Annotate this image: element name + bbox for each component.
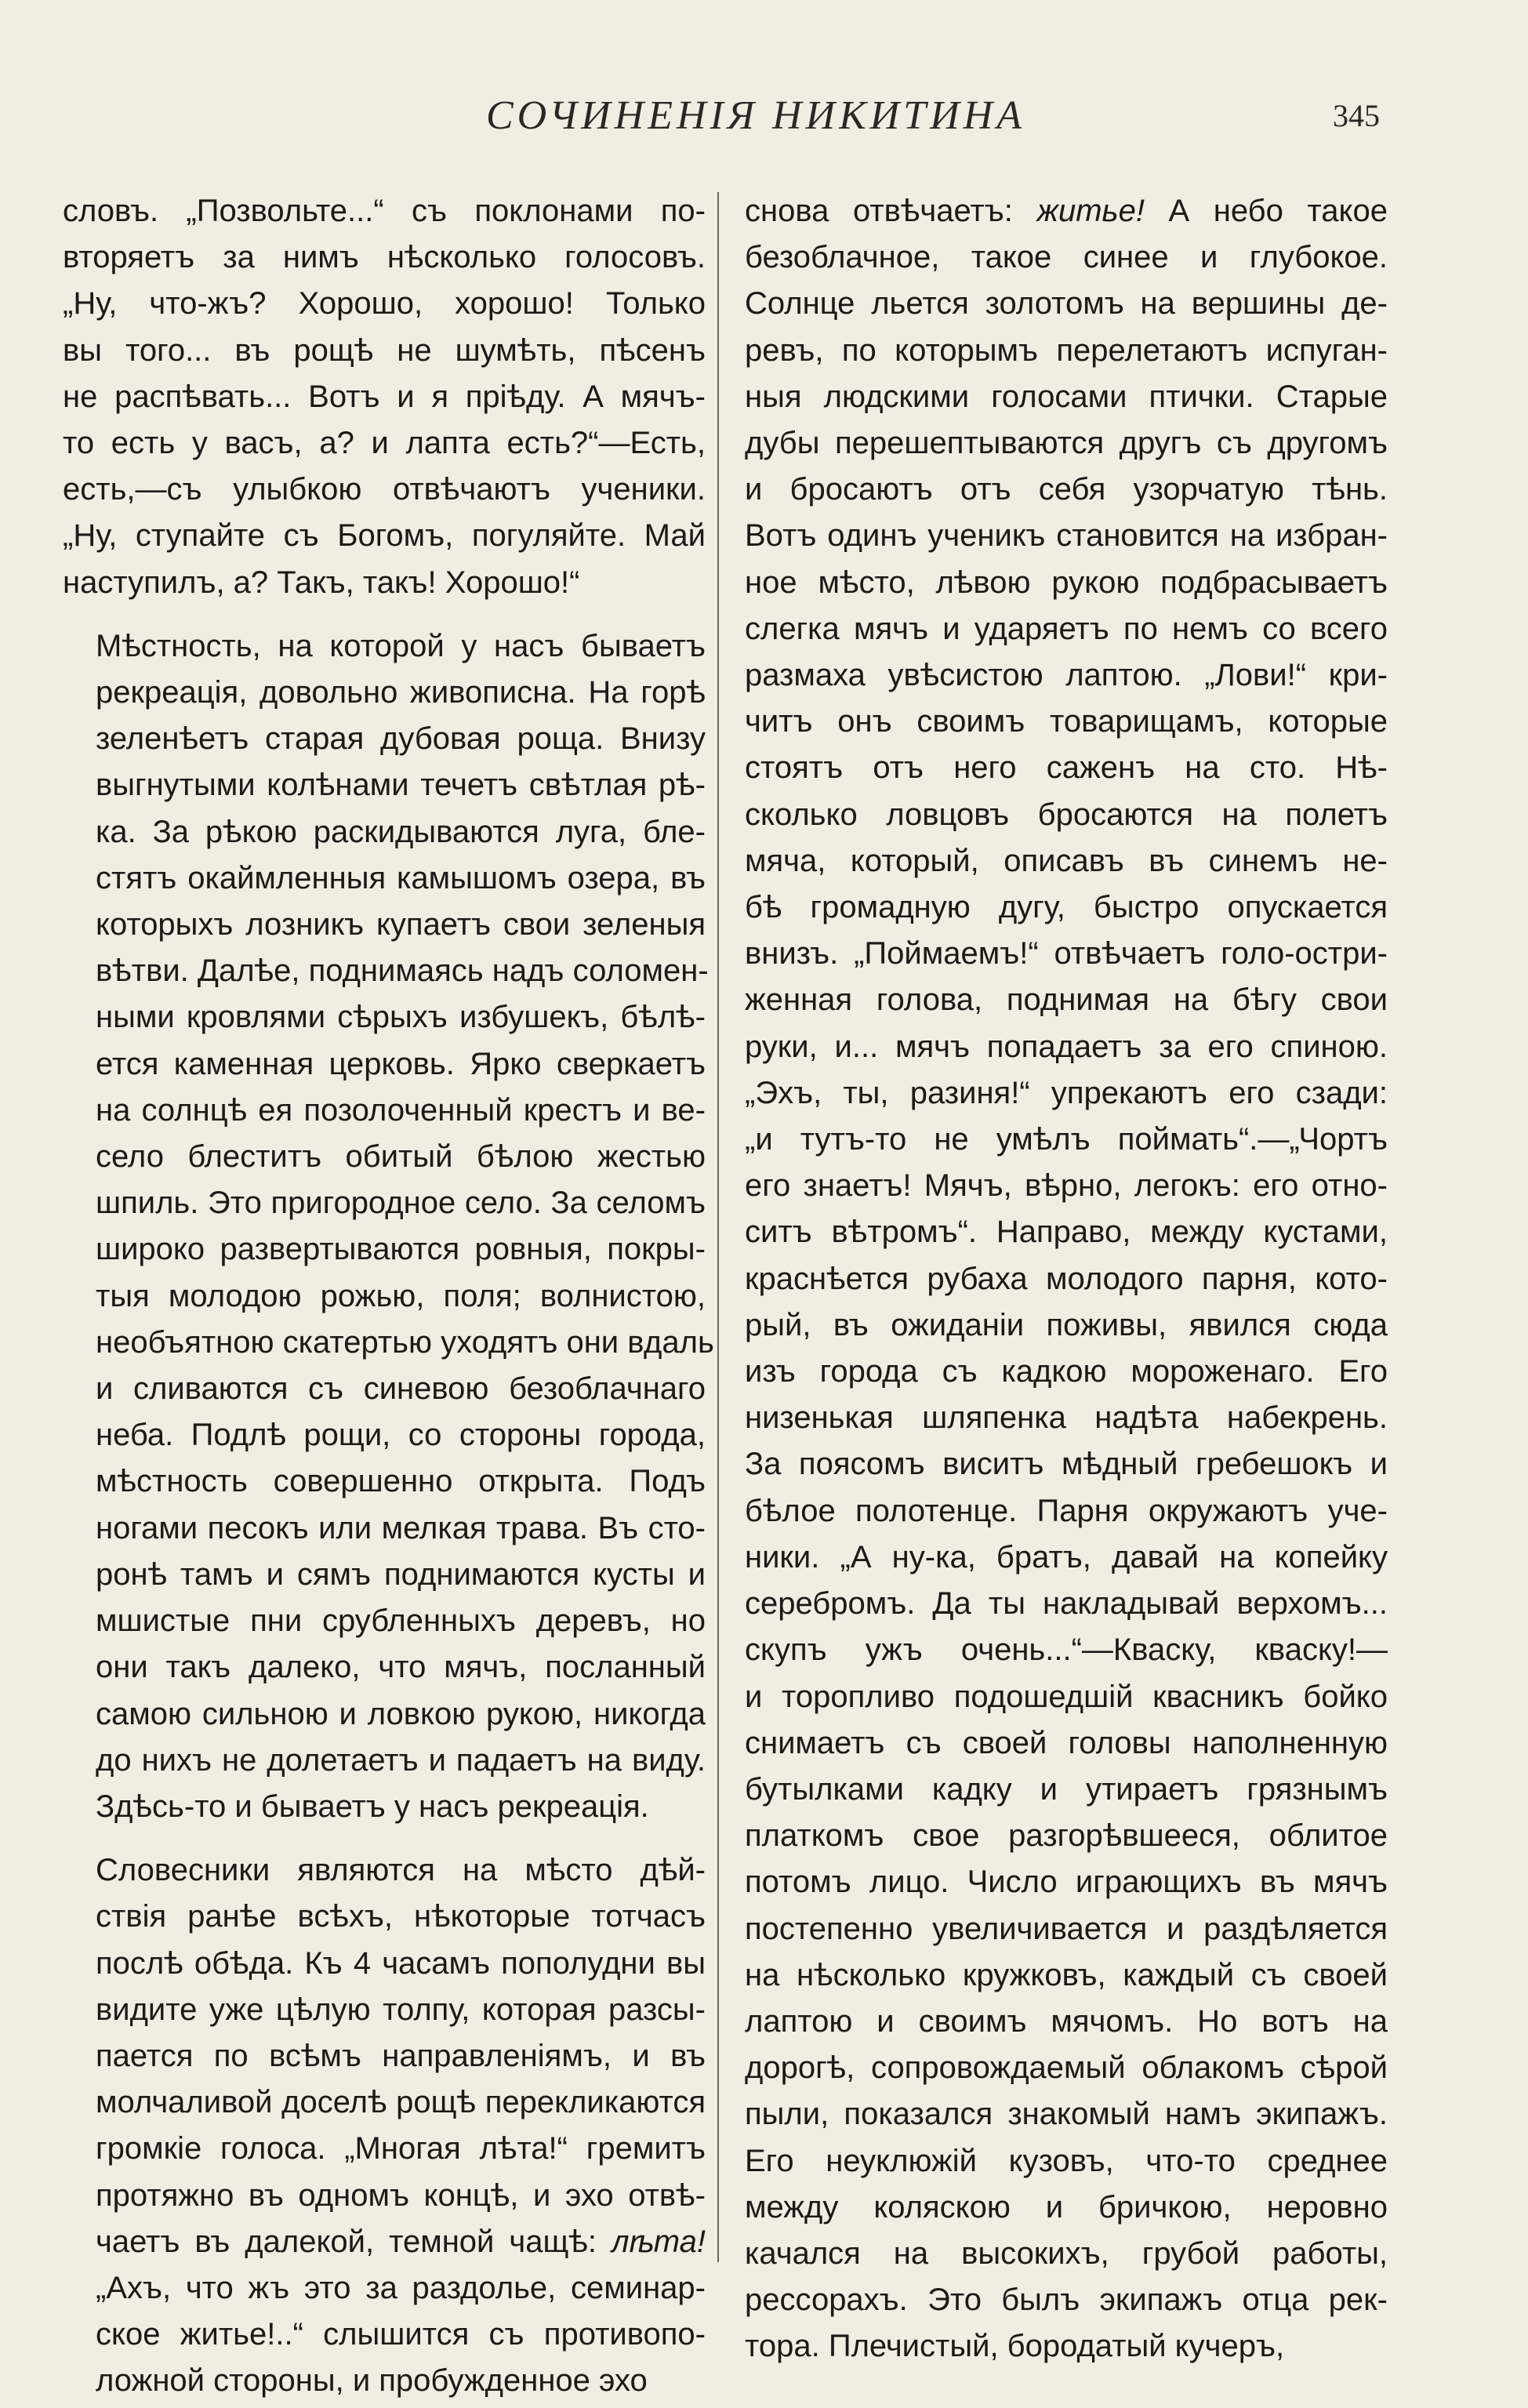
text-line: самою сильною и ловкою рукою, никогда [96, 1696, 706, 1731]
text-line: ка. За рѣкою раскидываются луга, бле- [96, 814, 706, 849]
text-line: потомъ лицо. Число играющихъ въ мячъ [745, 1865, 1388, 1900]
text-line: наступилъ, а? Такъ, такъ! Хорошо!“ [63, 565, 580, 600]
text-line: неба. Подлѣ рощи, со стороны города, [96, 1418, 706, 1453]
text-line: широко развертываются ровныя, покры- [96, 1232, 706, 1267]
text-line: „Эхъ, ты, разиня!“ упрекаютъ его сзади: [745, 1075, 1388, 1110]
text-line: тора. Плечистый, бородатый кучеръ, [745, 2329, 1285, 2364]
text-line: скупъ ужъ очень...“—Кваску, кваску!— [745, 1633, 1388, 1668]
text-line: „Ну, что-жъ? Хорошо, хорошо! Только [63, 286, 706, 321]
text-line: и торопливо подошедшій квасникъ бойко [745, 1679, 1388, 1714]
text-line: пыли, показался знакомый намъ экипажъ. [745, 2097, 1388, 2132]
text-line: читъ онъ своимъ товарищамъ, которые [745, 704, 1388, 739]
text-line: Словесники являются на мѣсто дѣй- [96, 1853, 706, 1888]
text-line: видите уже цѣлую толпу, которая разсы- [96, 1992, 706, 2027]
text-line: стятъ окаймленныя камышомъ озера, въ [96, 860, 706, 895]
text-line: ники. „А ну-ка, братъ, давай на копейку [745, 1539, 1388, 1574]
text-line: стоятъ отъ него саженъ на сто. Нѣ- [745, 750, 1388, 786]
text-line: краснѣется рубаха молодого парня, кото- [745, 1261, 1388, 1296]
text-line: ронѣ тамъ и сямъ поднимаются кусты и [96, 1556, 706, 1592]
text-line: тыя молодою рожью, поля; волнистою, [96, 1278, 706, 1313]
text-line: необъятною скатертью уходятъ они вдаль [96, 1324, 714, 1360]
text-line: размаха увѣсистою лаптою. „Лови!“ кри- [745, 658, 1388, 693]
text-line: Вотъ одинъ ученикъ становится на избран- [745, 518, 1388, 554]
running-title: СОЧИНЕНІЯ НИКИТИНА [486, 93, 1025, 138]
text-line: „и тутъ-то не умѣлъ поймать“.—„Чортъ [745, 1122, 1388, 1157]
page-number: 345 [1333, 98, 1380, 133]
text-line: вы того... въ рощѣ не шумѣть, пѣсенъ [63, 332, 706, 368]
text-line: рекреація, довольно живописна. На горѣ [96, 675, 706, 710]
running-head [0, 93, 1528, 147]
text-line: они такъ далеко, что мячъ, посланный [96, 1650, 706, 1685]
paragraph [63, 1847, 706, 2404]
text-line: дорогѣ, сопровождаемый облакомъ сѣрой [745, 2050, 1388, 2086]
text-line: низенькая шляпенка надѣта набекрень. [745, 1400, 1388, 1436]
text-line: качался на высокихъ, грубой работы, [745, 2235, 1388, 2271]
text-line: рый, въ ожиданіи поживы, явился сюда [745, 1307, 1388, 1342]
text-line: снова отвѣчаетъ: житье! А небо такое [745, 194, 1388, 228]
text-line: и сливаются съ синевою безоблачнаго [96, 1371, 706, 1407]
text-line: ногами песокъ или мелкая трава. Въ сто- [96, 1510, 706, 1545]
text-line: мяча, который, описавъ въ синемъ не- [745, 843, 1388, 878]
text-line: бѣ громадную дугу, быстро опускается [745, 890, 1388, 925]
text-line: есть,—съ улыбкою отвѣчаютъ ученики. [63, 472, 706, 507]
text-line: ситъ вѣтромъ“. Направо, между кустами, [745, 1215, 1388, 1250]
paragraph [63, 623, 714, 1830]
text-line: Здѣсь-то и бываетъ у насъ рекреація. [96, 1789, 649, 1824]
text-line: между коляскою и бричкою, неровно [745, 2189, 1388, 2225]
text-line: ныя людскими голосами птички. Старые [745, 379, 1388, 414]
text-line: Мѣстность, на которой у насъ бываетъ [96, 628, 706, 663]
text-line: вѣтви. Далѣе, поднимаясь надъ соломен- [96, 953, 709, 989]
text-line: послѣ обѣда. Къ 4 часамъ пополудни вы [96, 1945, 706, 1981]
text-line: ское житье!..“ слышится съ противопо- [96, 2317, 706, 2352]
text-line: ревъ, по которымъ перелетаютъ испуган- [745, 332, 1388, 368]
text-line: „Ну, ступайте съ Богомъ, погуляйте. Май [63, 518, 706, 554]
text-line: молчаливой доселѣ рощѣ перекликаются [96, 2085, 706, 2120]
text-line: сколько ловцовъ бросаются на полетъ [745, 797, 1388, 832]
text-line: лаптою и своимъ мячомъ. Но вотъ на [745, 2003, 1388, 2039]
text-line: село блеститъ обитый бѣлою жестью [96, 1139, 706, 1175]
text-line: Его неуклюжій кузовъ, что-то среднее [745, 2143, 1388, 2178]
paragraph [63, 188, 706, 606]
italic-word: лѣта! [612, 2224, 706, 2259]
text-line: ными кровлями сѣрыхъ избушекъ, бѣлѣ- [96, 1000, 706, 1035]
text-line: шпиль. Это пригородное село. За селомъ [96, 1186, 706, 1221]
text-line: руки, и... мячъ попадаетъ за его спиною. [745, 1029, 1388, 1064]
column-divider [717, 192, 719, 2262]
text-line: до нихъ не долетаетъ и падаетъ на виду. [96, 1742, 706, 1778]
text-line: пается по всѣмъ направленіямъ, и въ [96, 2038, 706, 2073]
right-column [745, 188, 1388, 2370]
left-column [63, 188, 714, 2405]
text-line: постепенно увеличивается и раздѣляется [745, 1911, 1388, 1946]
text-line: внизъ. „Поймаемъ!“ отвѣчаетъ голо-остри- [745, 936, 1388, 972]
text-line: зеленѣетъ старая дубовая роща. Внизу [96, 721, 706, 757]
text-line: ное мѣсто, лѣвою рукою подбрасываетъ [745, 565, 1388, 600]
text-line: на нѣсколько кружковъ, каждый съ своей [745, 1957, 1388, 1992]
text-line: рессорахъ. Это былъ экипажъ отца рек- [745, 2283, 1388, 2318]
text-line: „Ахъ, что жъ это за раздолье, семинар- [96, 2270, 706, 2305]
text-line: изъ города съ кадкою мороженаго. Его [745, 1354, 1388, 1389]
text-line: его знаетъ! Мячъ, вѣрно, легокъ: его отно- [745, 1168, 1388, 1204]
text-line: безоблачное, такое синее и глубокое. [745, 240, 1388, 275]
text-line: платкомъ свое разгорѣвшееся, облитое [745, 1818, 1388, 1854]
text-line: словъ. „Позвольте...“ съ поклонами по- [63, 194, 706, 228]
text-line: мшистые пни срубленныхъ деревъ, но [96, 1604, 706, 1639]
text-line: выгнутыми колѣнами течетъ свѣтлая рѣ- [96, 768, 706, 803]
text-line: не распѣвать... Вотъ и я пріѣду. А мячъ- [63, 379, 706, 414]
text-line: чаетъ въ далекой, темной чащѣ: лѣта! [96, 2224, 706, 2259]
paragraph [745, 188, 1388, 2370]
text-line: бѣлое полотенце. Парня окружаютъ уче- [745, 1493, 1388, 1528]
text-line: Солнце льется золотомъ на вершины де- [745, 286, 1388, 321]
text-line: вторяетъ за нимъ нѣсколько голосовъ. [63, 240, 706, 275]
text-line: дубы перешептываются другъ съ другомъ [745, 426, 1388, 461]
text-line: и бросаютъ отъ себя узорчатую тѣнь. [745, 472, 1388, 507]
text-line: серебромъ. Да ты накладывай верхомъ... [745, 1586, 1388, 1622]
text-line: на солнцѣ ея позолоченный крестъ и ве- [96, 1092, 706, 1128]
text-line: снимаетъ съ своей головы наполненную [745, 1725, 1388, 1760]
italic-word: житье! [1036, 194, 1145, 228]
text-line: то есть у васъ, а? и лапта есть?“—Есть, [63, 426, 706, 461]
text-line: слегка мячъ и ударяетъ по немъ со всего [745, 611, 1388, 646]
text-line: которыхъ лозникъ купаетъ свои зеленыя [96, 907, 706, 942]
text-line: ложной стороны, и пробужденное эхо [96, 2363, 648, 2399]
text-line: бутылками кадку и утираетъ грязнымъ [745, 1771, 1388, 1807]
text-line: мѣстность совершенно открыта. Подъ [96, 1464, 706, 1499]
text-line: протяжно въ одномъ концѣ, и эхо отвѣ- [96, 2177, 706, 2213]
text-line: За поясомъ виситъ мѣдный гребешокъ и [745, 1447, 1388, 1482]
text-line: ется каменная церковь. Ярко сверкаетъ [96, 1046, 706, 1081]
text-line: женная голова, поднимая на бѣгу свои [745, 982, 1388, 1018]
text-line: громкіе голоса. „Многая лѣта!“ гремитъ [96, 2131, 706, 2166]
text-line: ствія ранѣе всѣхъ, нѣкоторые тотчасъ [96, 1899, 706, 1934]
